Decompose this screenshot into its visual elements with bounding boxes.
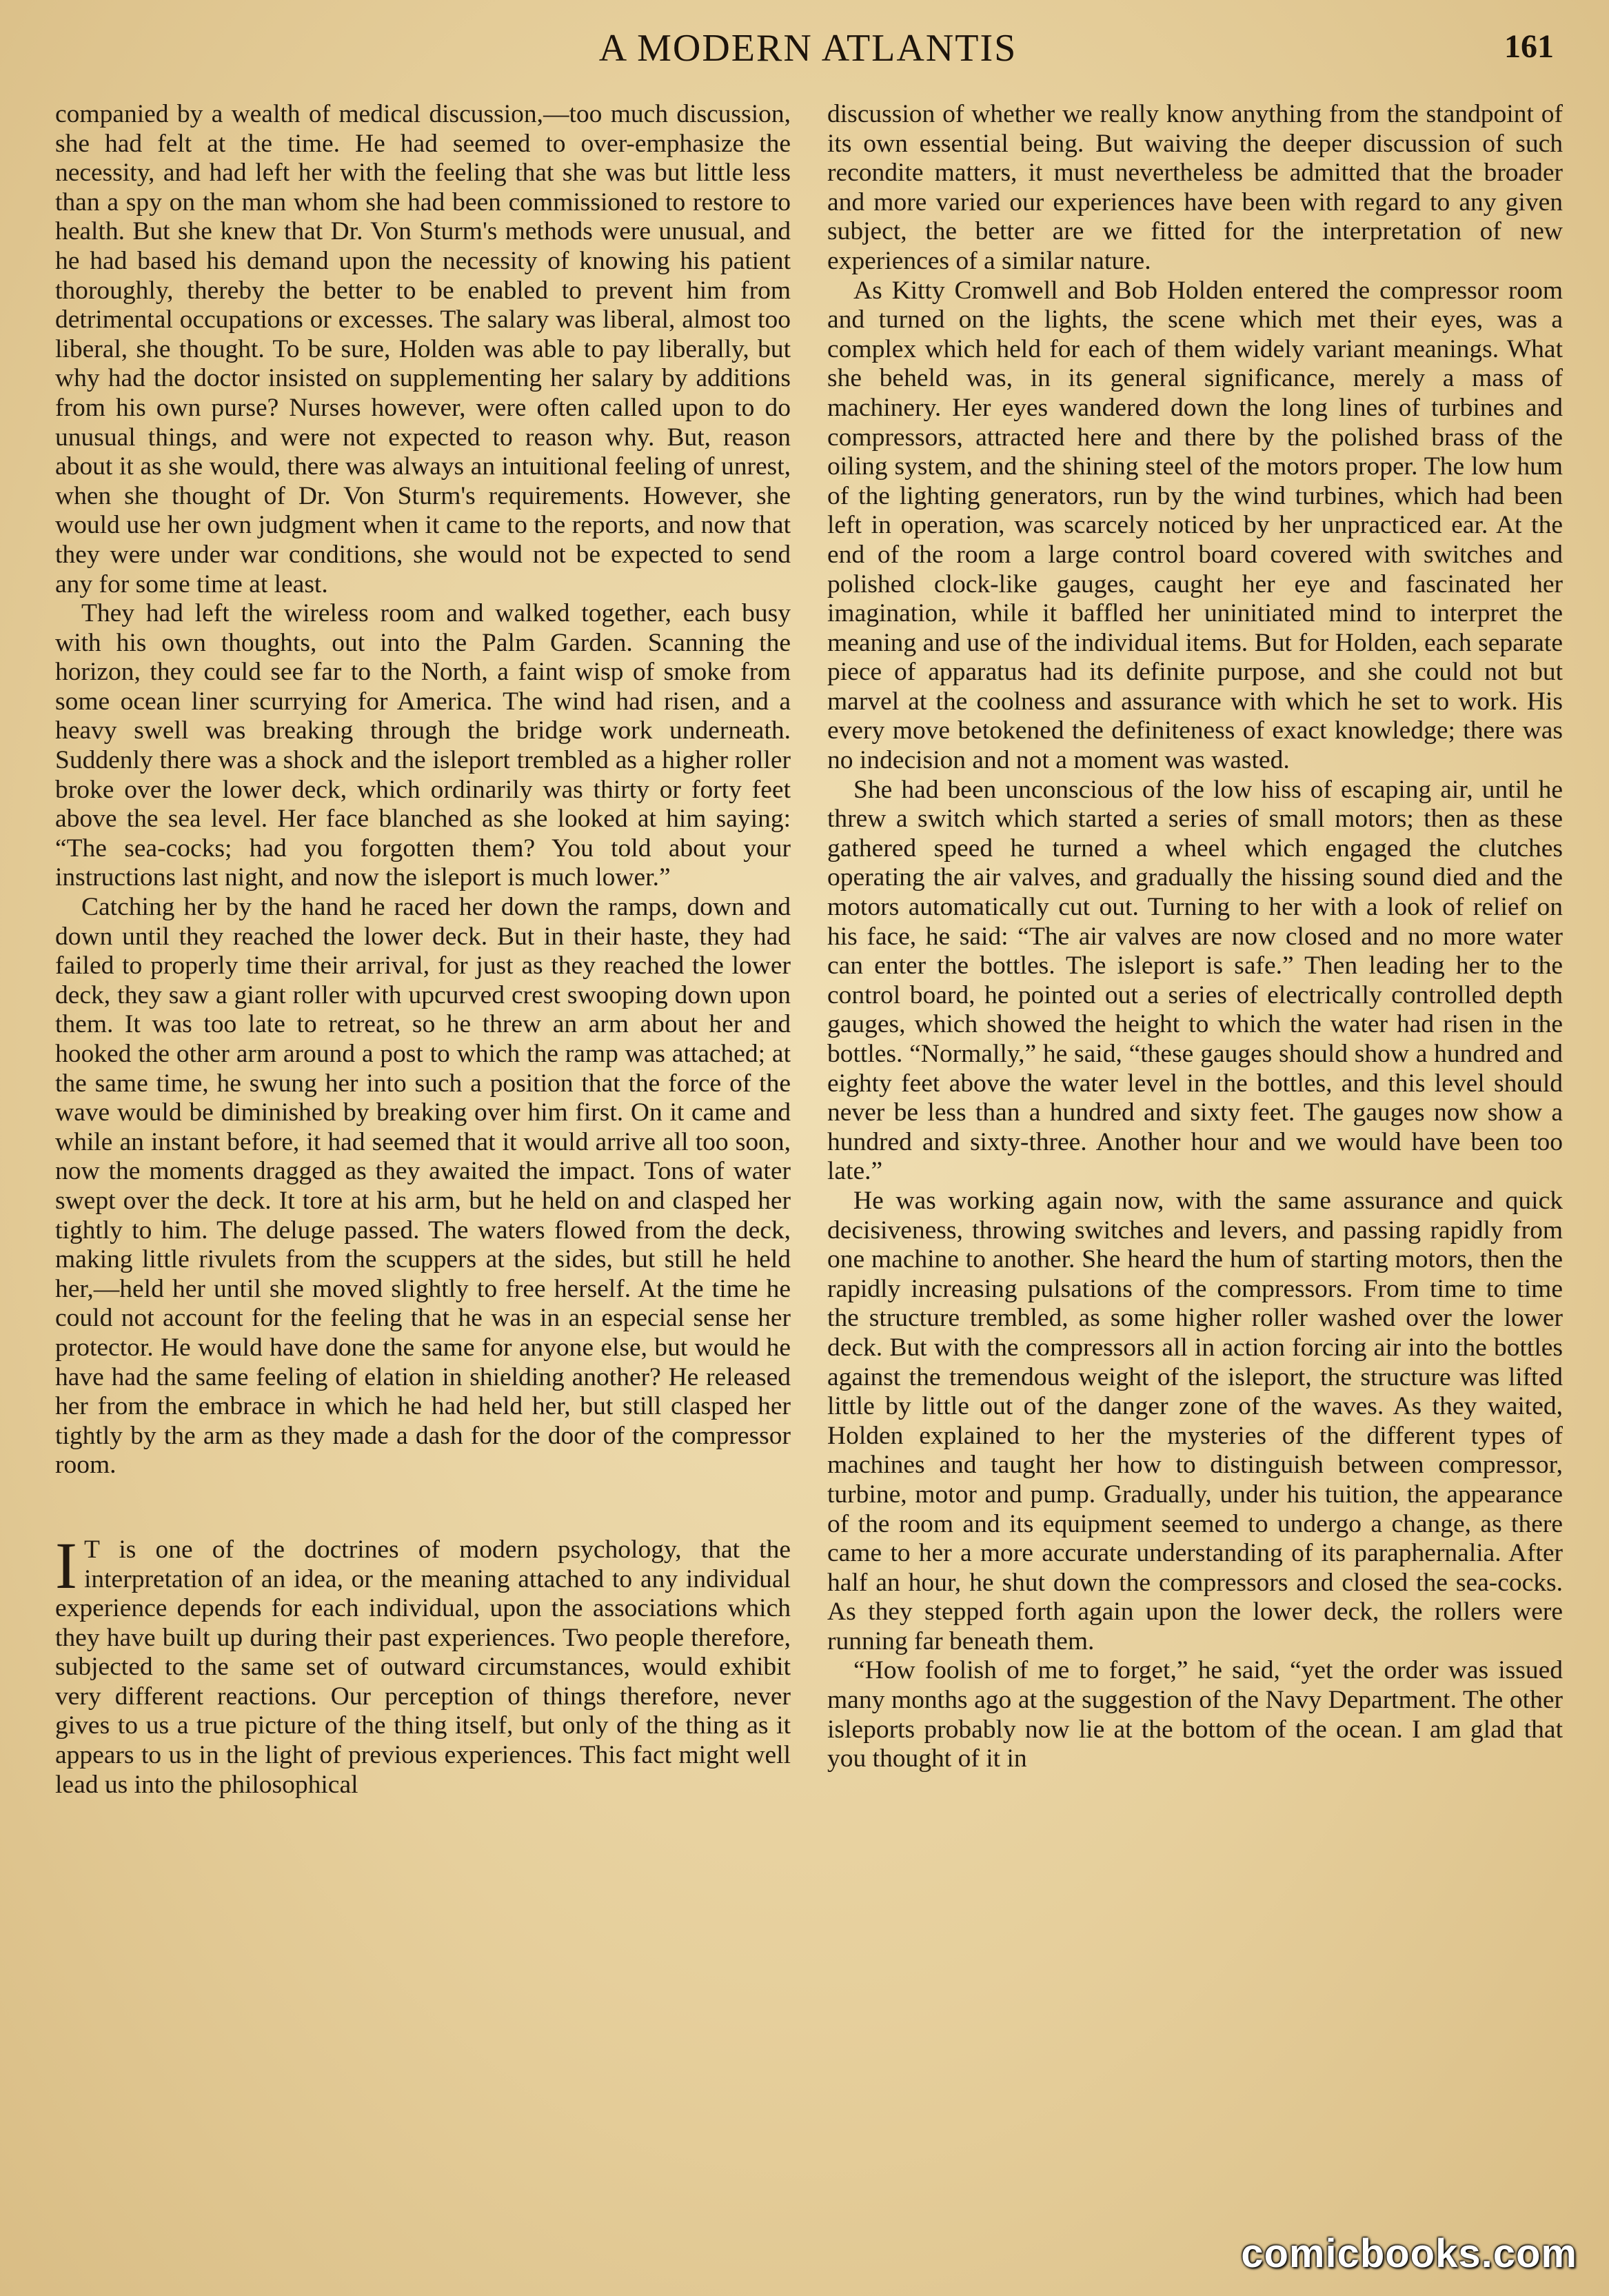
page-header <box>55 26 1561 74</box>
paragraph: As Kitty Cromwell and Bob Holden entered the compressor room and turned on the lights, the scene which met their eyes, was a complex which held for each of them widely variant meanings. What she beheld was, in its general significance, merely a mass of machinery. Her eyes wandered down the long lines of turbines and compressors, attracted here and there by the polished brass of the oiling system, and the shining steel of the motors proper. The low hum of the lighting generators, run by the wind turbines, which had been left in operation, was scarcely noticed by her unpracticed ear. At the end of the room a large control board covered with switches and polished clock-like gauges, caught her eye and fascinated her imagination, while it baffled her uninitiated mind to interpret the meaning and use of the individual items. But for Holden, each separate piece of apparatus had its definite purpose, and she could not but marvel at the coolness and assurance with which he set to work. His every move betokened the definiteness of exact knowledge; there was no indecision and not a moment was wasted. <box>827 276 1563 775</box>
paragraph: She had been unconscious of the low hiss of escaping air, until he threw a switch which started a series of small motors; then as these gathered speed he turned a wheel which engaged the clutches operating the air valves, and gradually the hissing sound died and the motors automatically cut out. Turning to her with a look of relief on his face, he said: “The air valves are now closed and no more water can enter the bottles. The isleport is safe.” Then leading her to the control board, he pointed out a series of electrically controlled depth gauges, which showed the height to which the water had risen in the bottles. “Normally,” he said, “these gauges should show a hundred and eighty feet above the water level in the bottles, and this level should never be less than a hundred and sixty feet. The gauges now show a hundred and sixty-three. Another hour and we would have been too late.” <box>827 775 1563 1186</box>
section-opening-paragraph <box>55 1528 791 1800</box>
paragraph: Catching her by the hand he raced her down the ramps, down and down until they reached the lower deck. But in their haste, they had failed to properly time their arrival, for just as they reached the lower deck, they saw a giant roller with upcurved crest swooping down upon them. It was too late to retreat, so he threw an arm about her and hooked the other arm around a post to which the ramp was attached; at the same time, he swung her into such a position that the force of the wave would be diminished by breaking over him first. On it came and while an instant before, it had seemed that it would arrive all too soon, now the moments dragged as they awaited the impact. Tons of water swept over the deck. It tore at his arm, but he held on and clasped her tightly to him. The deluge passed. The waters flowed from the deck, making little rivulets from the scuppers at the sides, but still he held her,—held her until she moved slightly to free herself. At the time he could not account for the feeling that he was in an especial sense her protector. He would have done the same for anyone else, but would he have had the same feeling of elation in shielding another? He released her from the embrace in which he had held her, but still clasped her tightly by the arm as they made a dash for the door of the compressor room. <box>55 893 791 1480</box>
watermark: comicbooks.com <box>1241 2231 1577 2276</box>
paragraph: discussion of whether we really know anything from the standpoint of its own essential being. But waiving the deeper discussion of such recondite matters, it must nevertheless be admitted that the broader and more varied our experiences have been with regard to any given subject, the better are we fitted for the interpretation of new experiences of a similar nature. <box>827 100 1563 275</box>
paragraph: companied by a wealth of medical discussion,—too much discussion, she had felt at the time. He had seemed to over-emphasize the necessity, and had left her with the feeling that she was but little less than a spy on the man whom she had been commissioned to restore to health. But she knew that Dr. Von Sturm's methods were unusual, and he had based his demand upon the necessity of knowing his patient thoroughly, thereby the better to be enabled to prevent him from detrimental occupations or excesses. The salary was liberal, almost too liberal, she thought. To be sure, Holden was able to pay liberally, but why had the doctor insisted on supplementing her salary by additions from his own purse? Nurses however, were often called upon to do unusual things, and were not expected to reason why. But, reason about it as she would, there was always an intuitional feeling of unrest, when she thought of Dr. Von Sturm's requirements. However, she would use her own judgment when it came to the reports, and now that they were under war conditions, she would not be expected to send any for some time at least. <box>55 100 791 598</box>
paragraph-text: T is one of the doctrines of modern psychology, that the interpretation of an idea, or the meaning attached to any individual experience depends for each individual, upon the associations which they have built up during their past experiences. Two people therefore, subjected to the same set of outward circumstances, would exhibit very different reactions. Our perception of things therefore, never gives to us a true picture of the thing itself, but only of the thing as it appears to us in the light of previous experiences. This fact might well lead us into the philosophical <box>55 1535 791 1799</box>
paragraph: He was working again now, with the same assurance and quick decisiveness, throwing switches and levers, and passing rapidly from one machine to another. She heard the hum of starting motors, then the rapidly increasing pulsations of the compressors. From time to time the structure trembled, as some higher roller washed over the lower deck. But with the compressors all in action forcing air into the bottles against the tremendous weight of the isleport, the structure was lifted little by little out of the danger zone of the waves. As they waited, Holden explained to her the mysteries of the different types of machines and taught her how to distinguish between compressor, turbine, motor and pump. Gradually, under his tuition, the appearance of the room and its equipment seemed to undergo a change, as there came to her a more accurate understanding of its paraphernalia. After half an hour, he shut down the compressors and closed the sea-cocks. As they stepped forth again upon the lower deck, the rollers were running far beneath them. <box>827 1186 1563 1655</box>
paragraph: They had left the wireless room and walked together, each busy with his own thoughts, out into the Palm Garden. Scanning the horizon, they could see far to the North, a faint wisp of smoke from some ocean liner scurrying for America. The wind had risen, and a heavy swell was breaking through the bridge work underneath. Suddenly there was a shock and the isleport trembled as a higher roller broke over the lower deck, which ordinarily was thirty or forty feet above the sea level. Her face blanched as she looked at him saying: “The sea-cocks; had you forgotten them? You told about your instructions last night, and now the isleport is much lower.” <box>55 599 791 892</box>
right-column <box>827 100 1563 1774</box>
running-title: A MODERN ATLANTIS <box>598 27 1018 70</box>
left-column <box>55 100 791 1800</box>
page-number: 161 <box>1504 28 1554 65</box>
drop-cap: I <box>55 1528 77 1602</box>
paragraph: “How foolish of me to forget,” he said, “yet the order was issued many months ago at the suggestion of the Navy Department. The other isleports probably now lie at the bottom of the ocean. I am glad that you thought of it in <box>827 1656 1563 1773</box>
